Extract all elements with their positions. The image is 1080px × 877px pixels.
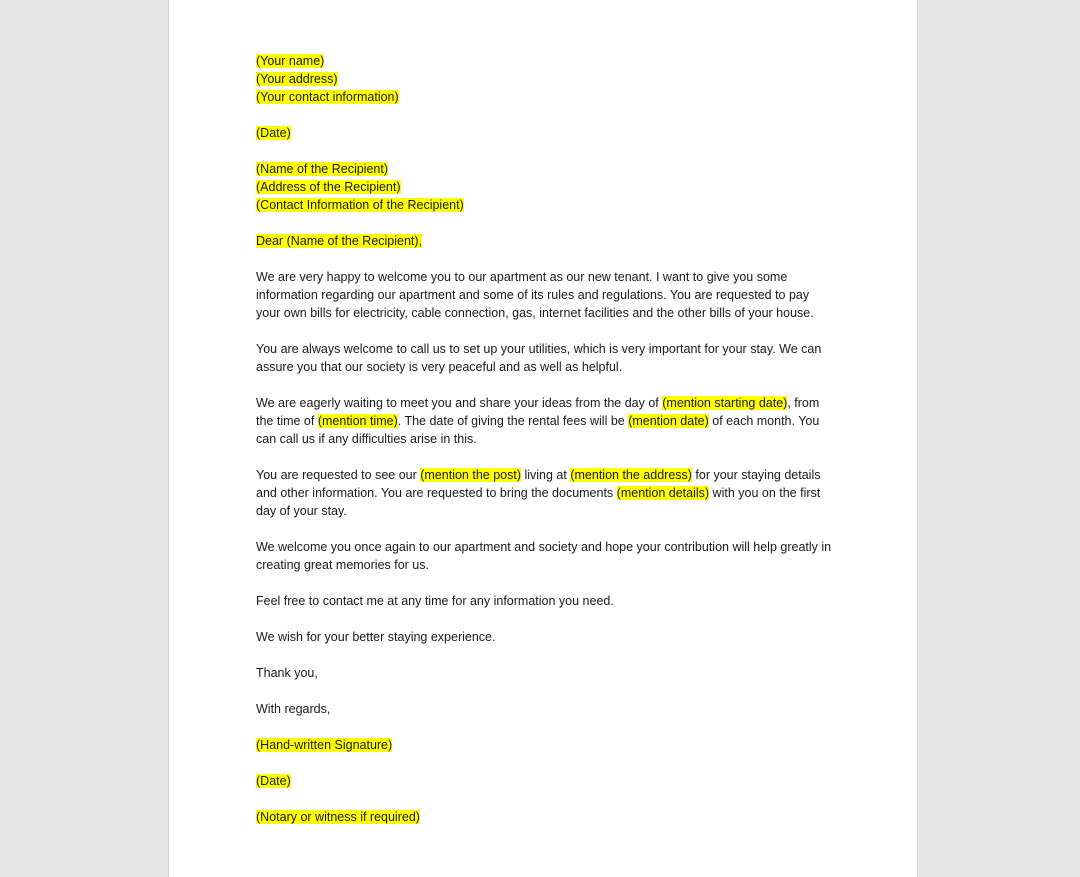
paragraph-4 xyxy=(256,466,836,520)
document-page xyxy=(168,0,918,877)
placeholder-post: (mention the post) xyxy=(420,468,521,482)
sender-contact: (Your contact information) xyxy=(256,90,399,104)
closing-thanks: Thank you, xyxy=(256,666,318,680)
paragraph-3-text-2: , from the time of xyxy=(256,396,820,428)
placeholder-address: (mention the address) xyxy=(570,468,692,482)
paragraph-3-text-4: of each month. You can call us if any difficulties arise in this. xyxy=(256,414,820,446)
letter-content xyxy=(256,52,836,844)
signature-placeholder: (Hand-written Signature) xyxy=(256,738,393,752)
paragraph-3-text-3: . The date of giving the rental fees will be xyxy=(397,414,629,428)
recipient-name: (Name of the Recipient) xyxy=(256,162,389,176)
salutation: Dear (Name of the Recipient), xyxy=(256,234,423,248)
paragraph-3 xyxy=(256,394,836,448)
sender-block xyxy=(256,52,836,106)
sender-name: (Your name) xyxy=(256,54,325,68)
closing-date: (Date) xyxy=(256,774,291,788)
placeholder-starting-date: (mention starting date) xyxy=(662,396,788,410)
paragraph-4-text-3: for your staying details and other information. You are requested to bring the documents xyxy=(256,468,821,500)
paragraph-6: Feel free to contact me at any time for any information you need. xyxy=(256,594,614,608)
paragraph-1: We are very happy to welcome you to our apartment as our new tenant. I want to give you some information regarding our apartment and some of its rules and regulations. You are requested to pay your own bills for electricity, cable connection, gas, internet facilities and the other bills of your house. xyxy=(256,270,814,320)
placeholder-details: (mention details) xyxy=(616,486,710,500)
paragraph-7: We wish for your better staying experience. xyxy=(256,630,496,644)
paragraph-4-text-4: with you on the first day of your stay. xyxy=(256,486,821,518)
paragraph-5: We welcome you once again to our apartment and society and hope your contribution will help greatly in creating great memories for us. xyxy=(256,540,832,572)
paragraph-4-text-2: living at xyxy=(521,468,571,482)
placeholder-date: (mention date) xyxy=(628,414,709,428)
paragraph-3-text-1: We are eagerly waiting to meet you and share your ideas from the day of xyxy=(256,396,663,410)
sender-address: (Your address) xyxy=(256,72,338,86)
recipient-block xyxy=(256,160,836,214)
notary-placeholder: (Notary or witness if required) xyxy=(256,810,420,824)
paragraph-4-text-1: You are requested to see our xyxy=(256,468,421,482)
recipient-contact: (Contact Information of the Recipient) xyxy=(256,198,464,212)
closing-regards: With regards, xyxy=(256,702,331,716)
recipient-address: (Address of the Recipient) xyxy=(256,180,401,194)
letter-date: (Date) xyxy=(256,126,291,140)
placeholder-time: (mention time) xyxy=(317,414,398,428)
paragraph-2: You are always welcome to call us to set up your utilities, which is very important for your stay. We can assure you that our society is very peaceful and as well as helpful. xyxy=(256,342,822,374)
